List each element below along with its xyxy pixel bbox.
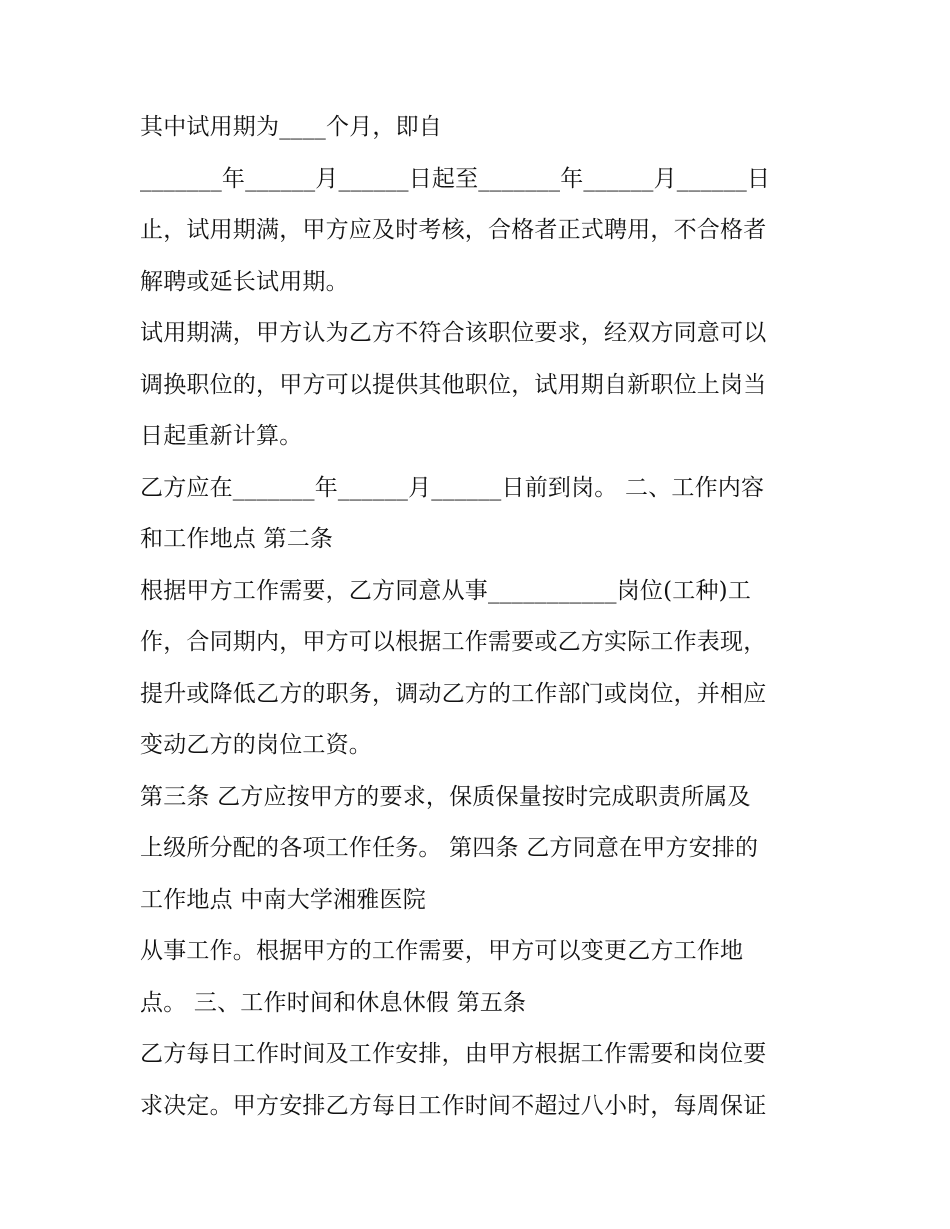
text-line: 工作地点 中南大学湘雅医院 xyxy=(140,886,426,913)
text-line: 点。 三、工作时间和休息休假 第五条 xyxy=(140,989,527,1016)
text-line: 试用期满，甲方认为乙方不符合该职位要求，经双方同意可以 xyxy=(140,320,767,346)
text-line: 提升或降低乙方的职务，调动乙方的工作部门或岗位，并相应 xyxy=(140,680,767,707)
document-body xyxy=(140,102,820,1132)
text-line: 和工作地点 第二条 xyxy=(140,526,334,552)
text-line: _______年______月______日起至_______年______月______日 xyxy=(140,165,771,192)
text-line: 其中试用期为____个月，即自 xyxy=(140,114,442,140)
text-line: 从事工作。根据甲方的工作需要，甲方可以变更乙方工作地 xyxy=(140,938,744,964)
text-line: 止，试用期满，甲方应及时考核，合格者正式聘用，不合格者 xyxy=(140,217,767,243)
text-line: 解聘或延长试用期。 xyxy=(140,268,349,295)
text-line: 变动乙方的岗位工资。 xyxy=(140,732,372,758)
text-line: 日起重新计算。 xyxy=(140,423,303,449)
text-line: 上级所分配的各项工作任务。 第四条 乙方同意在甲方安排的 xyxy=(140,835,759,861)
text-line: 第三条 乙方应按甲方的要求，保质保量按时完成职责所属及 xyxy=(140,783,751,810)
text-line: 求决定。甲方安排乙方每日工作时间不超过八小时，每周保证 xyxy=(140,1092,767,1119)
text-line: 乙方每日工作时间及工作安排，由甲方根据工作需要和岗位要 xyxy=(140,1041,767,1067)
text-line: 根据甲方工作需要，乙方同意从事___________岗位(工种)工 xyxy=(140,577,752,604)
text-line: 作，合同期内，甲方可以根据工作需要或乙方实际工作表现， xyxy=(140,629,767,655)
text-line: 调换职位的，甲方可以提供其他职位，试用期自新职位上岗当 xyxy=(140,371,767,398)
text-line: 乙方应在_______年______月______日前到岗。 二、工作内容 xyxy=(140,474,765,501)
